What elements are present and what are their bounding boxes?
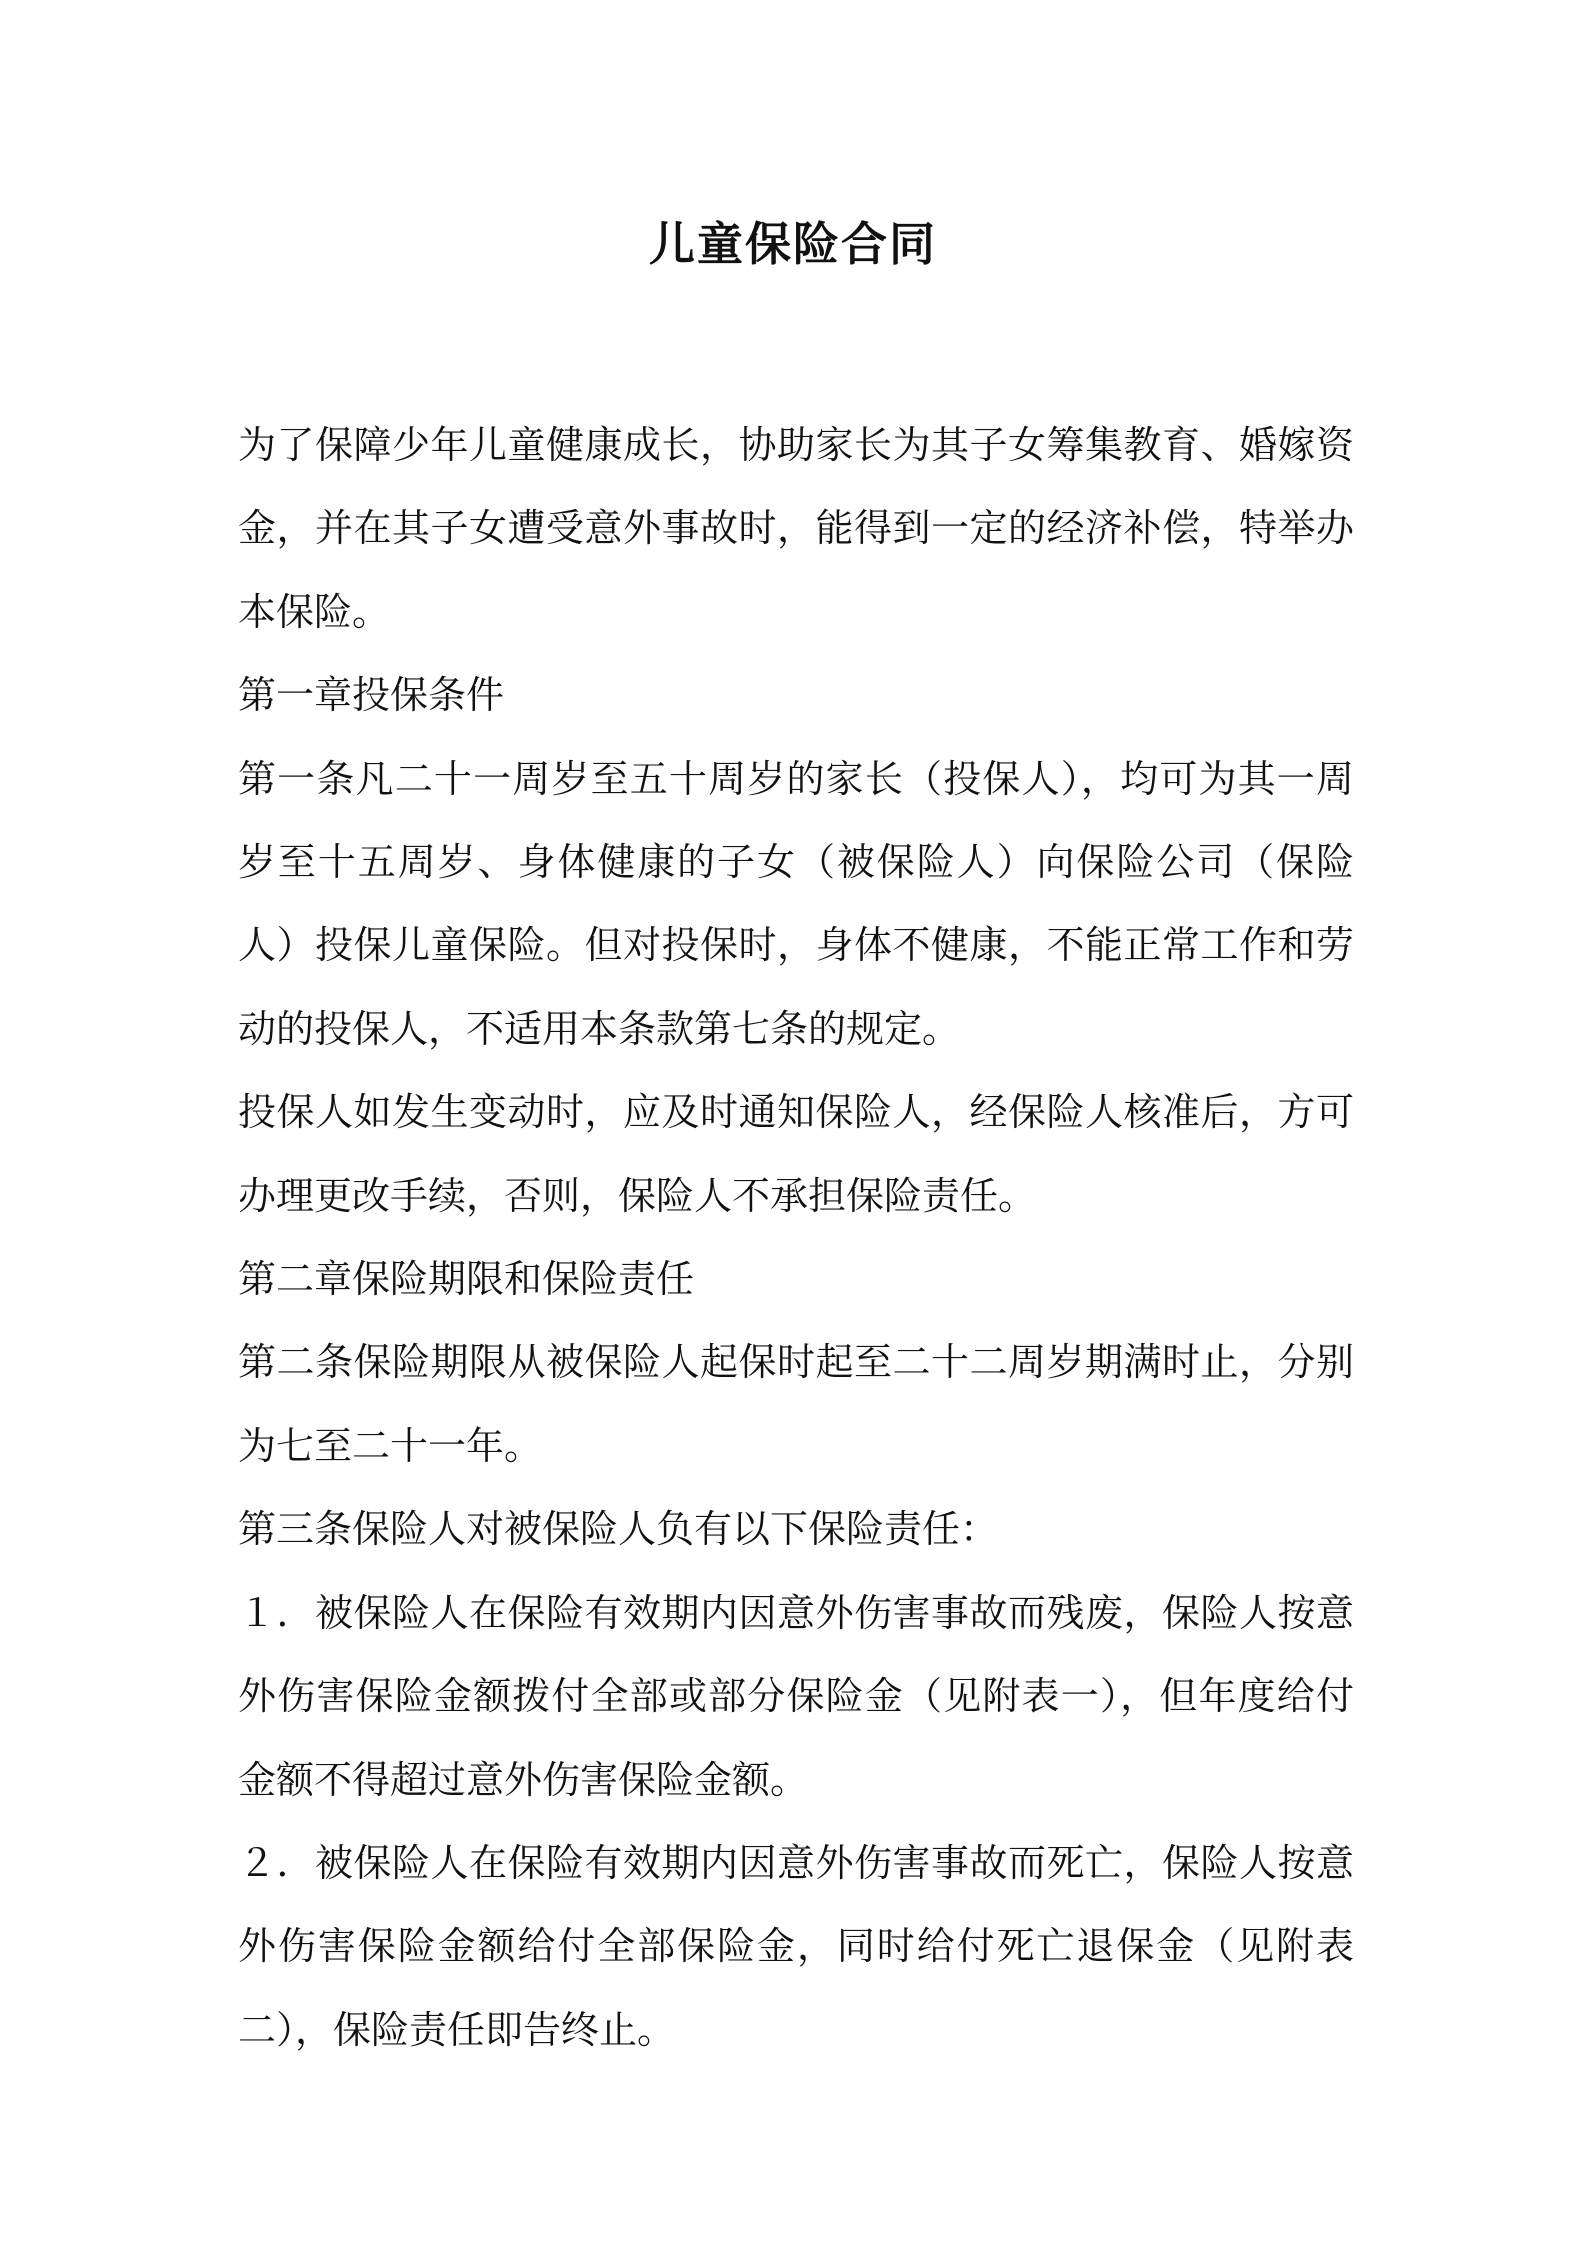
document-body [238,404,1354,2072]
article-2-paragraph: 第二条保险期限从被保险人起保时起至二十二周岁期满时止，分别为七至二十一年。 [238,1340,1354,1468]
document-title: 儿童保险合同 [649,217,937,271]
article-1-supplement-paragraph: 投保人如发生变动时，应及时通知保险人，经保险人核准后，方可办理更改手续，否则，保险人不承担保险责任。 [238,1090,1354,1218]
article-3-item-1: １．被保险人在保险有效期内因意外伤害事故而残废，保险人按意外伤害保险金额拨付全部或部分保险金（见附表一），但年度给付金额不得超过意外伤害保险金额。 [238,1590,1354,1802]
chapter-2-heading: 第二章保险期限和保险责任 [238,1257,695,1302]
article-1-paragraph: 第一条凡二十一周岁至五十周岁的家长（投保人），均可为其一周岁至十五周岁、身体健康的子女（被保险人）向保险公司（保险人）投保儿童保险。但对投保时，身体不健康，不能正常工作和劳动的投保人，不适用本条款第七条的规定。 [238,756,1354,1051]
article-3-paragraph: 第三条保险人对被保险人负有以下保险责任： [238,1507,999,1552]
article-3-item-2: ２．被保险人在保险有效期内因意外伤害事故而死亡，保险人按意外伤害保险金额给付全部保险金，同时给付死亡退保金（见附表二），保险责任即告终止。 [238,1840,1354,2052]
chapter-1-heading: 第一章投保条件 [238,673,505,718]
intro-paragraph: 为了保障少年儿童健康成长，协助家长为其子女筹集教育、婚嫁资金，并在其子女遭受意外事故时，能得到一定的经济补偿，特举办本保险。 [238,423,1354,634]
